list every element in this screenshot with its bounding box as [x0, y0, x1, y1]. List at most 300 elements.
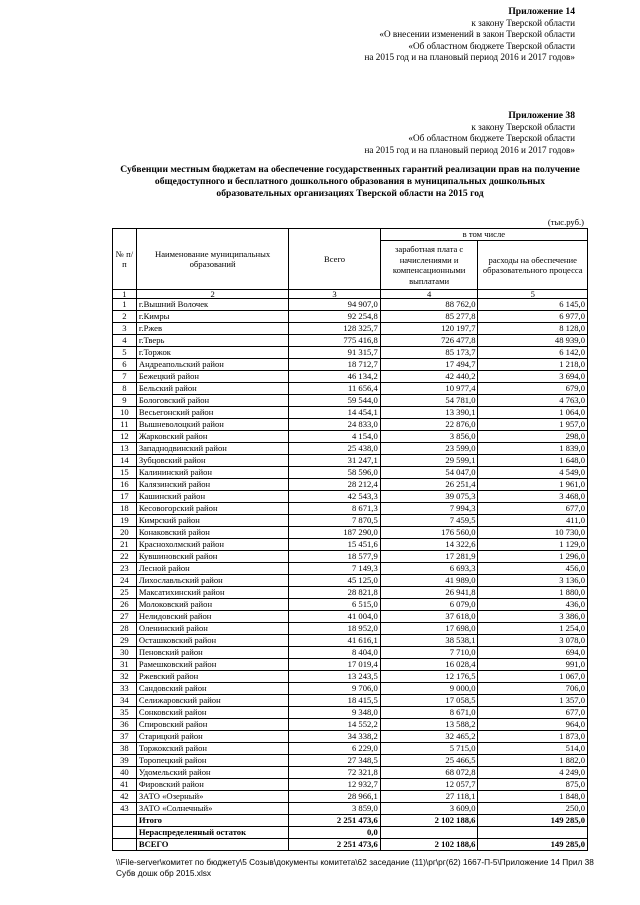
expenses-amount: 679,0	[478, 383, 588, 395]
row-number: 11	[113, 419, 137, 431]
wages-amount: 17 281,9	[380, 551, 478, 563]
col-header-number: № п/п	[113, 229, 137, 290]
expenses-amount: 6 145,0	[478, 299, 588, 311]
total-amount: 58 596,0	[289, 467, 380, 479]
expenses-amount: 8 128,0	[478, 323, 588, 335]
table-row	[113, 299, 588, 311]
expenses-amount: 10 730,0	[478, 527, 588, 539]
municipality-name: Бежецкий район	[136, 371, 288, 383]
table-row	[113, 719, 588, 731]
col-header-total: Всего	[289, 229, 380, 290]
table-row	[113, 335, 588, 347]
header-line: к закону Тверской области	[471, 17, 575, 28]
wages-amount: 41 989,0	[380, 575, 478, 587]
wages-amount: 7 710,0	[380, 647, 478, 659]
total-amount: 8 671,3	[289, 503, 380, 515]
expenses-amount: 149 285,0	[478, 815, 588, 827]
total-amount: 11 656,4	[289, 383, 380, 395]
expenses-amount: 411,0	[478, 515, 588, 527]
table-row	[113, 383, 588, 395]
row-number: 6	[113, 359, 137, 371]
wages-amount: 26 941,8	[380, 587, 478, 599]
table-row	[113, 443, 588, 455]
total-amount: 2 251 473,6	[289, 839, 380, 851]
table-row	[113, 503, 588, 515]
table-row	[113, 707, 588, 719]
total-amount: 28 966,1	[289, 791, 380, 803]
municipality-name: Лихославльский район	[136, 575, 288, 587]
row-number: 7	[113, 371, 137, 383]
municipality-name: ЗАТО «Озерный»	[136, 791, 288, 803]
row-number: 27	[113, 611, 137, 623]
row-number: 36	[113, 719, 137, 731]
total-amount: 41 616,1	[289, 635, 380, 647]
total-amount: 41 004,0	[289, 611, 380, 623]
table-row	[113, 695, 588, 707]
row-number: 33	[113, 683, 137, 695]
municipality-name: Бельский район	[136, 383, 288, 395]
row-number: 40	[113, 767, 137, 779]
table-row	[113, 467, 588, 479]
municipality-name: Нелидовский район	[136, 611, 288, 623]
expenses-amount: 3 136,0	[478, 575, 588, 587]
row-number: 28	[113, 623, 137, 635]
municipality-name: Молоковский район	[136, 599, 288, 611]
table-row	[113, 551, 588, 563]
total-amount: 775 416,8	[289, 335, 380, 347]
row-number: 22	[113, 551, 137, 563]
header-line: к закону Тверской области	[471, 121, 575, 132]
municipality-name: Нераспределенный остаток	[136, 827, 288, 839]
total-amount: 42 543,3	[289, 491, 380, 503]
expenses-amount: 514,0	[478, 743, 588, 755]
document-title	[110, 164, 590, 200]
expenses-amount: 1 880,0	[478, 587, 588, 599]
row-number: 26	[113, 599, 137, 611]
row-number: 20	[113, 527, 137, 539]
municipality-name: Максатихинский район	[136, 587, 288, 599]
municipality-name: Кувшиновский район	[136, 551, 288, 563]
municipality-name: ЗАТО «Солнечный»	[136, 803, 288, 815]
expenses-amount: 3 468,0	[478, 491, 588, 503]
expenses-amount: 149 285,0	[478, 839, 588, 851]
table-row	[113, 491, 588, 503]
municipality-name: Удомельский район	[136, 767, 288, 779]
wages-amount: 13 588,2	[380, 719, 478, 731]
wages-amount: 32 465,2	[380, 731, 478, 743]
municipality-name: Итого	[136, 815, 288, 827]
table-row	[113, 347, 588, 359]
total-amount: 14 454,1	[289, 407, 380, 419]
wages-amount: 26 251,4	[380, 479, 478, 491]
wages-amount: 27 118,1	[380, 791, 478, 803]
table-row	[113, 575, 588, 587]
expenses-amount: 1 961,0	[478, 479, 588, 491]
row-number: 9	[113, 395, 137, 407]
total-amount: 18 577,9	[289, 551, 380, 563]
total-amount: 0,0	[289, 827, 380, 839]
municipality-name: г.Торжок	[136, 347, 288, 359]
row-number: 16	[113, 479, 137, 491]
row-number: 24	[113, 575, 137, 587]
col-header-expenses: расходы на обеспечение образовательного процесса	[478, 241, 588, 290]
municipality-name: Вышневолоцкий район	[136, 419, 288, 431]
row-number: 14	[113, 455, 137, 467]
table-row	[113, 395, 588, 407]
index-cell: 4	[380, 290, 478, 299]
col-header-wages: заработная плата с начислениями и компенсационными выплатами	[380, 241, 478, 290]
row-number: 21	[113, 539, 137, 551]
municipality-name: Бологовский район	[136, 395, 288, 407]
table-row	[113, 659, 588, 671]
row-number: 41	[113, 779, 137, 791]
table-row	[113, 743, 588, 755]
table-row	[113, 311, 588, 323]
header-line: «О внесении изменений в закон Тверской области	[379, 29, 575, 39]
expenses-amount: 4 549,0	[478, 467, 588, 479]
municipality-name: Кимрский район	[136, 515, 288, 527]
index-cell: 3	[289, 290, 380, 299]
wages-amount: 54 781,0	[380, 395, 478, 407]
total-amount: 9 706,0	[289, 683, 380, 695]
total-amount: 72 321,8	[289, 767, 380, 779]
municipality-name: г.Тверь	[136, 335, 288, 347]
municipality-name: Торопецкий район	[136, 755, 288, 767]
wages-amount: 14 322,6	[380, 539, 478, 551]
table-row	[113, 587, 588, 599]
municipality-name: Спировский район	[136, 719, 288, 731]
wages-amount: 68 072,8	[380, 767, 478, 779]
wages-amount: 12 176,5	[380, 671, 478, 683]
total-amount: 14 552,2	[289, 719, 380, 731]
expenses-amount: 1 839,0	[478, 443, 588, 455]
total-amount: 9 348,0	[289, 707, 380, 719]
municipality-name: Старицкий район	[136, 731, 288, 743]
total-amount: 4 154,0	[289, 431, 380, 443]
municipality-name: г.Ржев	[136, 323, 288, 335]
table-row	[113, 479, 588, 491]
total-amount: 15 451,6	[289, 539, 380, 551]
row-number: 4	[113, 335, 137, 347]
municipality-name: Сандовский район	[136, 683, 288, 695]
row-number: 31	[113, 659, 137, 671]
wages-amount: 120 197,7	[380, 323, 478, 335]
table-row	[113, 731, 588, 743]
appendix-14-title: Приложение 14	[508, 6, 575, 17]
wages-amount: 29 599,1	[380, 455, 478, 467]
row-number: 37	[113, 731, 137, 743]
wages-amount: 12 057,7	[380, 779, 478, 791]
wages-amount: 10 977,4	[380, 383, 478, 395]
total-amount: 7 870,5	[289, 515, 380, 527]
total-amount: 31 247,1	[289, 455, 380, 467]
municipality-name: Жарковский район	[136, 431, 288, 443]
table-row	[113, 623, 588, 635]
wages-amount: 8 671,0	[380, 707, 478, 719]
municipality-name: Калининский район	[136, 467, 288, 479]
total-amount: 18 952,0	[289, 623, 380, 635]
expenses-amount: 1 882,0	[478, 755, 588, 767]
index-cell: 2	[136, 290, 288, 299]
total-amount: 3 859,0	[289, 803, 380, 815]
expenses-amount: 1 254,0	[478, 623, 588, 635]
header-line: «Об областном бюджете Тверской области	[408, 133, 575, 143]
header-line: на 2015 год и на плановый период 2016 и 2017 годов»	[364, 52, 575, 62]
row-number	[113, 827, 137, 839]
row-number: 10	[113, 407, 137, 419]
row-number: 39	[113, 755, 137, 767]
table-row	[113, 671, 588, 683]
table-row	[113, 359, 588, 371]
file-path: \\File-server\комитет по бюджету\5 Созыв\документы комитета\62 заседание (11)\рг\рг(62) 1667-П-5\Приложение 14 Прил 38 Субв дошк обр 2015.xlsx	[116, 857, 594, 878]
table-row	[113, 599, 588, 611]
col-header-including: в том числе	[380, 229, 587, 241]
wages-amount: 2 102 188,6	[380, 815, 478, 827]
row-number: 2	[113, 311, 137, 323]
wages-amount: 7 994,3	[380, 503, 478, 515]
row-number: 35	[113, 707, 137, 719]
total-amount: 7 149,3	[289, 563, 380, 575]
expenses-amount: 456,0	[478, 563, 588, 575]
expenses-amount: 677,0	[478, 707, 588, 719]
table-row	[113, 455, 588, 467]
total-amount: 28 821,8	[289, 587, 380, 599]
expenses-amount: 875,0	[478, 779, 588, 791]
row-number: 32	[113, 671, 137, 683]
row-number: 13	[113, 443, 137, 455]
wages-amount: 5 715,0	[380, 743, 478, 755]
table-row	[113, 779, 588, 791]
row-number: 25	[113, 587, 137, 599]
row-number: 19	[113, 515, 137, 527]
total-row	[113, 815, 588, 827]
row-number: 18	[113, 503, 137, 515]
title-line: образовательных организациях Тверской области на 2015 год	[216, 188, 484, 199]
wages-amount: 22 876,0	[380, 419, 478, 431]
unit-label: (тыс.руб.)	[547, 217, 584, 227]
appendix-14-header	[364, 6, 575, 64]
expenses-amount: 1 296,0	[478, 551, 588, 563]
total-amount: 46 134,2	[289, 371, 380, 383]
expenses-amount	[478, 827, 588, 839]
wages-amount	[380, 827, 478, 839]
wages-amount: 39 075,3	[380, 491, 478, 503]
total-amount: 13 243,5	[289, 671, 380, 683]
total-amount: 6 229,0	[289, 743, 380, 755]
expenses-amount: 4 249,0	[478, 767, 588, 779]
expenses-amount: 964,0	[478, 719, 588, 731]
wages-amount: 88 762,0	[380, 299, 478, 311]
table-row	[113, 527, 588, 539]
total-amount: 8 404,0	[289, 647, 380, 659]
total-amount: 187 290,0	[289, 527, 380, 539]
index-cell: 1	[113, 290, 137, 299]
table-row	[113, 767, 588, 779]
row-number: 43	[113, 803, 137, 815]
row-number	[113, 839, 137, 851]
header-line: на 2015 год и на плановый период 2016 и 2017 годов»	[364, 144, 575, 155]
expenses-amount: 3 694,0	[478, 371, 588, 383]
expenses-amount: 1 873,0	[478, 731, 588, 743]
wages-amount: 7 459,5	[380, 515, 478, 527]
wages-amount: 2 102 188,6	[380, 839, 478, 851]
row-number: 23	[113, 563, 137, 575]
wages-amount: 3 609,0	[380, 803, 478, 815]
expenses-amount: 1 064,0	[478, 407, 588, 419]
total-amount: 25 438,0	[289, 443, 380, 455]
table-row	[113, 755, 588, 767]
expenses-amount: 1 848,0	[478, 791, 588, 803]
total-amount: 12 932,7	[289, 779, 380, 791]
row-number: 15	[113, 467, 137, 479]
table-row	[113, 803, 588, 815]
row-number: 5	[113, 347, 137, 359]
wages-amount: 13 390,1	[380, 407, 478, 419]
total-amount: 91 315,7	[289, 347, 380, 359]
total-row	[113, 839, 588, 851]
col-header-name: Наименование муниципальных образований	[136, 229, 288, 290]
table-row	[113, 611, 588, 623]
municipality-name: Западнодвинский район	[136, 443, 288, 455]
table-row	[113, 563, 588, 575]
wages-amount: 38 538,1	[380, 635, 478, 647]
total-amount: 2 251 473,6	[289, 815, 380, 827]
expenses-amount: 436,0	[478, 599, 588, 611]
municipality-name: Зубцовский район	[136, 455, 288, 467]
row-number: 1	[113, 299, 137, 311]
total-amount: 24 833,0	[289, 419, 380, 431]
expenses-amount: 1 957,0	[478, 419, 588, 431]
expenses-amount: 677,0	[478, 503, 588, 515]
table-row	[113, 431, 588, 443]
wages-amount: 17 494,7	[380, 359, 478, 371]
total-amount: 17 019,4	[289, 659, 380, 671]
municipality-name: Пеновский район	[136, 647, 288, 659]
total-amount: 18 712,7	[289, 359, 380, 371]
expenses-amount: 1 357,0	[478, 695, 588, 707]
expenses-amount: 706,0	[478, 683, 588, 695]
total-row	[113, 827, 588, 839]
row-number: 34	[113, 695, 137, 707]
total-amount: 18 415,5	[289, 695, 380, 707]
municipality-name: Андреапольский район	[136, 359, 288, 371]
wages-amount: 6 693,3	[380, 563, 478, 575]
wages-amount: 17 058,5	[380, 695, 478, 707]
expenses-amount: 6 977,0	[478, 311, 588, 323]
wages-amount: 16 028,4	[380, 659, 478, 671]
row-number	[113, 815, 137, 827]
total-amount: 28 212,4	[289, 479, 380, 491]
municipality-name: Ржевский район	[136, 671, 288, 683]
header-line: «Об областном бюджете Тверской области	[408, 40, 575, 51]
wages-amount: 42 440,2	[380, 371, 478, 383]
row-number: 29	[113, 635, 137, 647]
row-number: 30	[113, 647, 137, 659]
municipality-name: Краснохолмский район	[136, 539, 288, 551]
wages-amount: 54 047,0	[380, 467, 478, 479]
wages-amount: 85 173,7	[380, 347, 478, 359]
row-number: 8	[113, 383, 137, 395]
wages-amount: 9 000,0	[380, 683, 478, 695]
municipality-name: Селижаровский район	[136, 695, 288, 707]
total-amount: 59 544,0	[289, 395, 380, 407]
table-row	[113, 635, 588, 647]
table-row	[113, 323, 588, 335]
total-amount: 128 325,7	[289, 323, 380, 335]
table-row	[113, 683, 588, 695]
expenses-amount: 3 386,0	[478, 611, 588, 623]
expenses-amount: 48 939,0	[478, 335, 588, 347]
wages-amount: 17 698,0	[380, 623, 478, 635]
title-line: общедоступного и бесплатного дошкольного образования в муниципальных дошкольных	[154, 176, 546, 187]
table-row	[113, 419, 588, 431]
municipality-name: Калязинский район	[136, 479, 288, 491]
municipality-name: ВСЕГО	[136, 839, 288, 851]
municipality-name: Торжокский район	[136, 743, 288, 755]
total-amount: 94 907,0	[289, 299, 380, 311]
total-amount: 6 515,0	[289, 599, 380, 611]
wages-amount: 3 856,0	[380, 431, 478, 443]
table-row	[113, 539, 588, 551]
expenses-amount: 1 648,0	[478, 455, 588, 467]
municipality-name: Весьегонский район	[136, 407, 288, 419]
total-amount: 34 338,2	[289, 731, 380, 743]
municipality-name: Фировский район	[136, 779, 288, 791]
row-number: 38	[113, 743, 137, 755]
municipality-name: Лесной район	[136, 563, 288, 575]
expenses-amount: 4 763,0	[478, 395, 588, 407]
expenses-amount: 1 129,0	[478, 539, 588, 551]
row-number: 42	[113, 791, 137, 803]
municipality-name: Осташковский район	[136, 635, 288, 647]
expenses-amount: 3 078,0	[478, 635, 588, 647]
appendix-38-title: Приложение 38	[508, 110, 575, 121]
expenses-amount: 1 067,0	[478, 671, 588, 683]
municipality-name: Конаковский район	[136, 527, 288, 539]
wages-amount: 85 277,8	[380, 311, 478, 323]
expenses-amount: 6 142,0	[478, 347, 588, 359]
row-number: 12	[113, 431, 137, 443]
municipality-name: Оленинский район	[136, 623, 288, 635]
column-index-row	[113, 290, 588, 299]
expenses-amount: 1 218,0	[478, 359, 588, 371]
expenses-amount: 250,0	[478, 803, 588, 815]
municipality-name: Кесовогорский район	[136, 503, 288, 515]
wages-amount: 37 618,0	[380, 611, 478, 623]
expenses-amount: 991,0	[478, 659, 588, 671]
index-cell: 5	[478, 290, 588, 299]
table-row	[113, 407, 588, 419]
municipality-name: г.Вышний Волочек	[136, 299, 288, 311]
total-amount: 27 348,5	[289, 755, 380, 767]
total-amount: 92 254,8	[289, 311, 380, 323]
municipality-name: Кашинский район	[136, 491, 288, 503]
wages-amount: 6 079,0	[380, 599, 478, 611]
appendix-38-header	[364, 110, 575, 156]
row-number: 3	[113, 323, 137, 335]
table-row	[113, 515, 588, 527]
total-amount: 45 125,0	[289, 575, 380, 587]
wages-amount: 176 560,0	[380, 527, 478, 539]
expenses-amount: 694,0	[478, 647, 588, 659]
expenses-amount: 298,0	[478, 431, 588, 443]
subsidy-table	[112, 228, 588, 851]
wages-amount: 726 477,8	[380, 335, 478, 347]
title-line: Субвенции местным бюджетам на обеспечение государственных гарантий реализации прав на получение	[120, 164, 580, 175]
table-row	[113, 791, 588, 803]
table-row	[113, 647, 588, 659]
municipality-name: г.Кимры	[136, 311, 288, 323]
